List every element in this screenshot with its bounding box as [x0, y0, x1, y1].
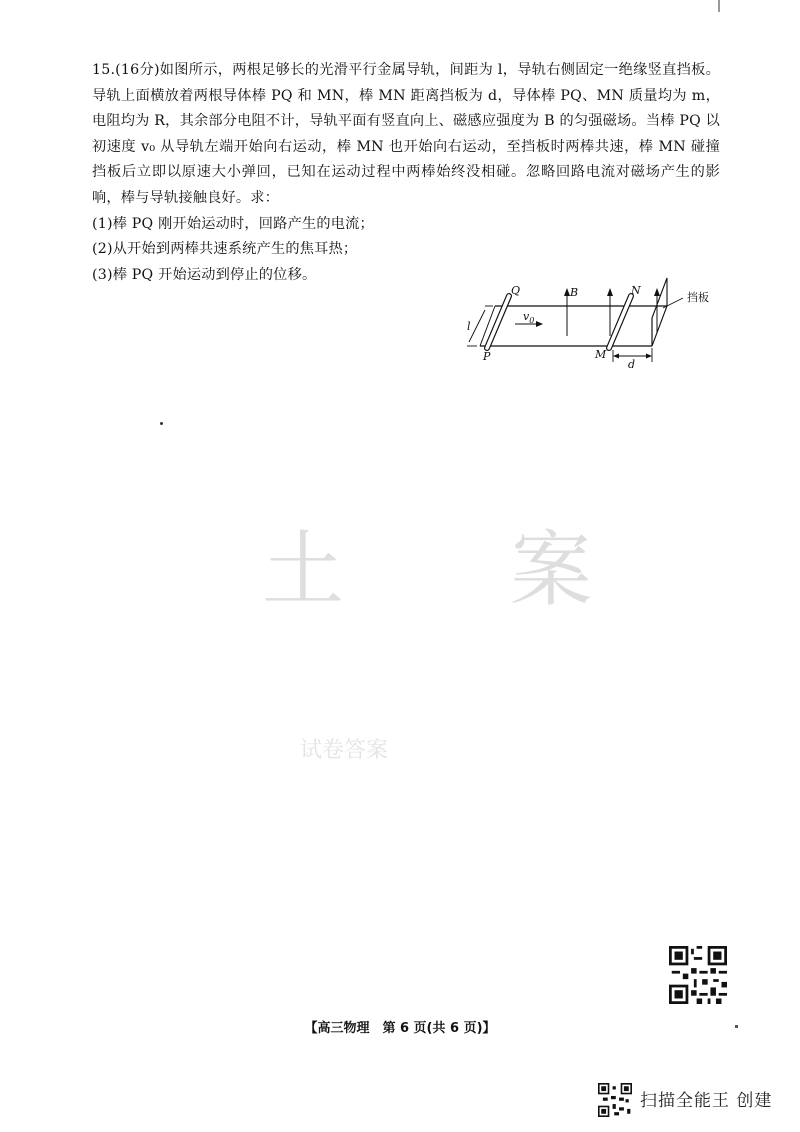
problem-score: (16分): [115, 62, 160, 78]
label-p: P: [483, 350, 491, 363]
rail-diagram-svg: [455, 278, 745, 378]
qr-code: [669, 946, 727, 1004]
bleed-through-text-small: 试卷答案: [300, 738, 389, 763]
label-b: B: [570, 286, 579, 299]
label-l: l: [467, 320, 471, 333]
scanner-watermark: 扫描全能王 创建: [640, 1091, 773, 1111]
problem-stem: [92, 58, 720, 212]
d-arrow-right: [646, 354, 652, 359]
page-footer: 【高三物理 第 6 页(共 6 页)】: [304, 1021, 496, 1036]
label-v0-main: v: [523, 310, 530, 323]
problem-text: 如图所示，两根足够长的光滑平行金属导轨，间距为 l，导轨右侧固定一绝缘竖直挡板。导轨上面横放着两根导体棒 PQ 和 MN，棒 MN 距离挡板为 d，导体棒 PQ、MN 质量均为 m，电阻均为 R，其余部分电阻不计，导轨平面有竖直向上、磁感应强度为 B 的匀强磁场。当棒 PQ 以初速度 v₀ 从导轨左端开始向右运动，棒 MN 也开始向右运动，至挡板时两棒共速，棒 MN 碰撞挡板后立即以原速大小弹回，已知在运动过程中两棒始终没相碰。忽略回路电流对磁场产生的影响，棒与导轨接触良好。求：: [92, 62, 721, 206]
question-1: (1)棒 PQ 刚开始运动时，回路产生的电流；: [92, 215, 374, 232]
b-arrow-3-head: [654, 288, 660, 296]
rail-diagram: [455, 278, 745, 378]
v0-arrow-head: [536, 321, 543, 327]
label-v0-sub: 0: [529, 316, 535, 325]
d-arrow-left: [613, 354, 619, 359]
board-leader: [663, 298, 683, 308]
label-board: 挡板: [687, 291, 709, 304]
rod-pq: [487, 296, 509, 348]
board: [652, 278, 667, 346]
stray-dot: [160, 422, 163, 425]
label-d: d: [628, 358, 636, 371]
scanner-qr-icon: [598, 1083, 632, 1117]
question-2: (2)从开始到两棒共速系统产生的焦耳热；: [92, 241, 358, 258]
label-q: Q: [511, 284, 521, 297]
corner-mark: [718, 0, 720, 12]
label-m: M: [595, 348, 607, 361]
rod-mn: [609, 296, 631, 348]
problem-number: 15.: [92, 62, 116, 78]
b-arrow-2-head: [607, 288, 613, 296]
question-3: (3)棒 PQ 开始运动到停止的位移。: [92, 266, 317, 283]
label-n: N: [631, 284, 641, 297]
bleed-through-text: 土 案: [262, 523, 663, 618]
l-line: [469, 310, 485, 342]
problem-15: [92, 58, 720, 288]
label-v0: [523, 310, 534, 325]
